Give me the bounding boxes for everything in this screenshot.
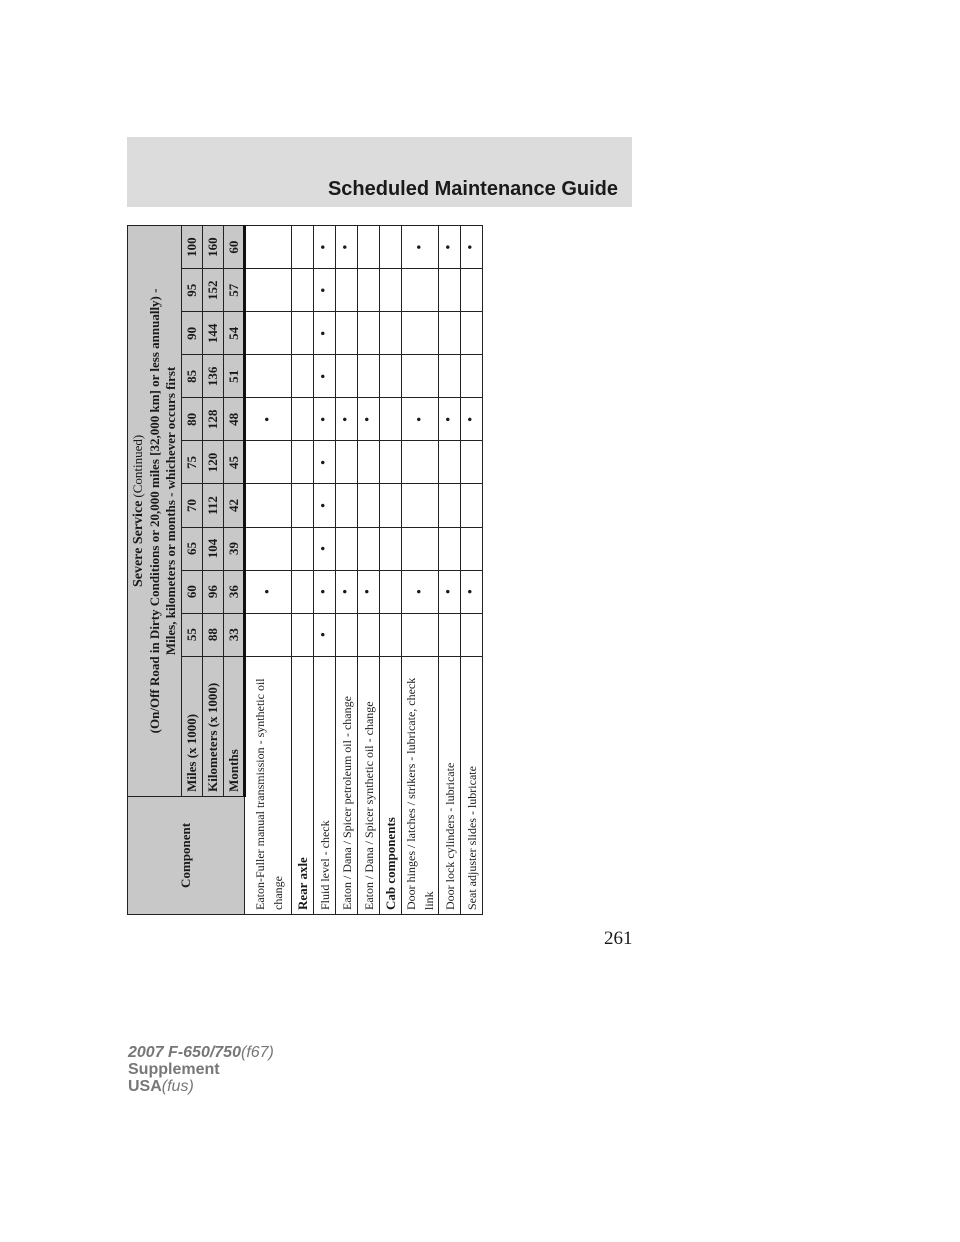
service-due-mark: • xyxy=(316,287,332,293)
interval-mark-cell xyxy=(245,355,292,398)
schedule-title-line1 xyxy=(130,230,147,792)
footer-market-code: (fus) xyxy=(161,1078,194,1095)
interval-mark-cell xyxy=(380,312,402,355)
service-due-mark: • xyxy=(316,545,332,552)
kilometers-row-value: 88 xyxy=(203,613,224,656)
interval-mark-cell xyxy=(461,527,483,570)
months-row-value: 60 xyxy=(224,226,245,269)
interval-mark-cell xyxy=(314,269,336,312)
interval-mark-cell xyxy=(402,570,439,613)
interval-mark-cell xyxy=(336,269,358,312)
interval-mark-cell xyxy=(314,484,336,527)
header-band xyxy=(127,137,632,207)
interval-mark-cell xyxy=(336,355,358,398)
miles-row-value: 70 xyxy=(182,484,203,527)
schedule-conditions: (On/Off Road in Dirty Conditions or 20,000 miles [32,000 km] or less annually) - xyxy=(147,288,162,734)
interval-mark-cell xyxy=(245,312,292,355)
interval-mark-cell xyxy=(358,613,380,656)
severe-service-title: Severe Service xyxy=(131,500,146,588)
document-footer xyxy=(128,1044,274,1095)
interval-mark-cell xyxy=(380,527,402,570)
kilometers-row-value: 96 xyxy=(203,570,224,613)
service-due-mark: • xyxy=(411,588,428,595)
interval-mark-cell xyxy=(380,398,402,441)
interval-mark-cell xyxy=(402,398,439,441)
service-due-mark: • xyxy=(411,244,428,250)
schedule-interval-note: Miles, kilometers or months - whichever occurs first xyxy=(163,366,178,656)
section-title: Scheduled Maintenance Guide xyxy=(327,178,618,200)
interval-mark-cell xyxy=(292,527,314,570)
miles-row-value: 100 xyxy=(182,226,203,269)
interval-mark-cell xyxy=(314,312,336,355)
months-row-label: Months xyxy=(224,656,245,796)
service-due-mark: • xyxy=(463,244,479,250)
interval-mark-cell xyxy=(380,226,402,269)
service-due-mark: • xyxy=(316,416,332,423)
interval-mark-cell xyxy=(336,570,358,613)
kilometers-row-value: 128 xyxy=(203,398,224,441)
section-row xyxy=(380,226,402,915)
table-row xyxy=(461,226,483,915)
interval-mark-cell xyxy=(245,570,292,613)
interval-mark-cell xyxy=(439,570,461,613)
interval-mark-cell xyxy=(461,570,483,613)
component-label: Eaton-Fuller manual transmission - synthetic oil change xyxy=(245,656,292,914)
interval-mark-cell xyxy=(245,441,292,484)
interval-mark-cell xyxy=(402,355,439,398)
service-due-mark: • xyxy=(316,588,332,595)
footer-model-code: (f67) xyxy=(240,1044,274,1061)
interval-mark-cell xyxy=(292,355,314,398)
months-row-value: 45 xyxy=(224,441,245,484)
interval-mark-cell xyxy=(461,613,483,656)
component-label: Eaton / Dana / Spicer synthetic oil - change xyxy=(358,656,380,914)
section-row xyxy=(292,226,314,915)
interval-mark-cell xyxy=(292,441,314,484)
table-row xyxy=(336,226,358,915)
service-due-mark: • xyxy=(316,502,332,509)
service-due-mark: • xyxy=(463,588,479,595)
interval-mark-cell xyxy=(380,484,402,527)
interval-mark-cell xyxy=(314,527,336,570)
interval-mark-cell xyxy=(461,269,483,312)
schedule-title-cell xyxy=(128,226,182,797)
service-due-mark: • xyxy=(441,244,457,250)
service-due-mark: • xyxy=(411,416,428,423)
miles-row-value: 90 xyxy=(182,312,203,355)
interval-mark-cell xyxy=(439,484,461,527)
months-row-value: 39 xyxy=(224,527,245,570)
interval-mark-cell xyxy=(380,570,402,613)
interval-mark-cell xyxy=(461,355,483,398)
interval-mark-cell xyxy=(336,441,358,484)
interval-mark-cell xyxy=(461,398,483,441)
interval-mark-cell xyxy=(336,527,358,570)
interval-mark-cell xyxy=(402,312,439,355)
service-due-mark: • xyxy=(316,459,332,466)
section-heading: Rear axle xyxy=(292,656,314,914)
footer-line-market xyxy=(128,1078,274,1095)
months-row-value: 57 xyxy=(224,269,245,312)
page-number: 261 xyxy=(604,928,633,949)
table-row xyxy=(358,226,380,915)
interval-mark-cell xyxy=(461,226,483,269)
interval-mark-cell xyxy=(461,312,483,355)
miles-row-value: 55 xyxy=(182,613,203,656)
service-due-mark: • xyxy=(360,416,376,423)
interval-mark-cell xyxy=(245,613,292,656)
interval-mark-cell xyxy=(292,226,314,269)
maintenance-table-wrapper xyxy=(127,225,479,915)
service-due-mark: • xyxy=(260,416,276,423)
interval-mark-cell xyxy=(314,613,336,656)
interval-mark-cell xyxy=(439,398,461,441)
months-row-value: 54 xyxy=(224,312,245,355)
interval-mark-cell xyxy=(402,441,439,484)
service-due-mark: • xyxy=(260,588,276,595)
service-due-mark: • xyxy=(338,416,354,423)
continued-label: (Continued) xyxy=(130,434,145,498)
months-row-value: 51 xyxy=(224,355,245,398)
component-label: Seat adjuster slides - lubricate xyxy=(461,656,483,914)
component-label: Door hinges / latches / strikers - lubricate, check link xyxy=(402,656,439,914)
interval-mark-cell xyxy=(245,226,292,269)
interval-mark-cell xyxy=(439,312,461,355)
interval-mark-cell xyxy=(439,355,461,398)
interval-mark-cell xyxy=(402,269,439,312)
table-row xyxy=(402,226,439,915)
table-row xyxy=(314,226,336,915)
kilometers-row-value: 152 xyxy=(203,269,224,312)
interval-mark-cell xyxy=(292,269,314,312)
interval-mark-cell xyxy=(358,355,380,398)
interval-mark-cell xyxy=(380,269,402,312)
service-due-mark: • xyxy=(441,416,457,423)
table-title-row xyxy=(128,226,182,915)
interval-mark-cell xyxy=(358,527,380,570)
interval-mark-cell xyxy=(439,441,461,484)
interval-mark-cell xyxy=(439,613,461,656)
interval-mark-cell xyxy=(380,441,402,484)
service-due-mark: • xyxy=(316,244,332,250)
interval-mark-cell xyxy=(402,226,439,269)
kilometers-row-value: 104 xyxy=(203,527,224,570)
interval-mark-cell xyxy=(314,226,336,269)
table-row xyxy=(245,226,292,915)
interval-mark-cell xyxy=(358,441,380,484)
service-due-mark: • xyxy=(463,416,479,423)
component-label: Fluid level - check xyxy=(314,656,336,914)
kilometers-row-label: Kilometers (x 1000) xyxy=(203,656,224,796)
months-row-value: 33 xyxy=(224,613,245,656)
footer-supplement: Supplement xyxy=(128,1061,220,1078)
interval-mark-cell xyxy=(402,613,439,656)
service-due-mark: • xyxy=(316,330,332,336)
footer-model: 2007 F-650/750 xyxy=(128,1044,241,1061)
interval-mark-cell xyxy=(245,269,292,312)
footer-line-supplement xyxy=(128,1061,274,1078)
service-due-mark: • xyxy=(360,588,376,595)
interval-mark-cell xyxy=(292,570,314,613)
footer-line-model xyxy=(128,1044,274,1061)
miles-row-value: 75 xyxy=(182,441,203,484)
months-row-value: 36 xyxy=(224,570,245,613)
interval-mark-cell xyxy=(439,226,461,269)
component-column-header: Component xyxy=(128,796,245,914)
interval-mark-cell xyxy=(336,312,358,355)
interval-mark-cell xyxy=(358,570,380,613)
kilometers-row-value: 144 xyxy=(203,312,224,355)
interval-mark-cell xyxy=(245,484,292,527)
interval-mark-cell xyxy=(245,527,292,570)
interval-mark-cell xyxy=(461,484,483,527)
months-row-value: 48 xyxy=(224,398,245,441)
section-heading: Cab components xyxy=(380,656,402,914)
interval-mark-cell xyxy=(358,269,380,312)
interval-mark-cell xyxy=(292,484,314,527)
miles-row-value: 60 xyxy=(182,570,203,613)
interval-mark-cell xyxy=(314,355,336,398)
miles-row-value: 65 xyxy=(182,527,203,570)
miles-row-value: 95 xyxy=(182,269,203,312)
interval-mark-cell xyxy=(402,484,439,527)
interval-mark-cell xyxy=(292,398,314,441)
interval-mark-cell xyxy=(336,613,358,656)
table-row xyxy=(439,226,461,915)
interval-mark-cell xyxy=(380,355,402,398)
service-due-mark: • xyxy=(441,588,457,595)
component-label: Door lock cylinders - lubricate xyxy=(439,656,461,914)
service-due-mark: • xyxy=(338,588,354,595)
kilometers-row-value: 120 xyxy=(203,441,224,484)
interval-mark-cell xyxy=(292,613,314,656)
service-due-mark: • xyxy=(316,632,332,638)
component-label: Eaton / Dana / Spicer petroleum oil - change xyxy=(336,656,358,914)
interval-mark-cell xyxy=(380,613,402,656)
months-row-value: 42 xyxy=(224,484,245,527)
interval-mark-cell xyxy=(336,226,358,269)
interval-mark-cell xyxy=(439,527,461,570)
interval-mark-cell xyxy=(292,312,314,355)
footer-market: USA xyxy=(128,1078,162,1095)
kilometers-row-value: 112 xyxy=(203,484,224,527)
service-due-mark: • xyxy=(338,244,354,250)
interval-mark-cell xyxy=(358,398,380,441)
miles-row-label: Miles (x 1000) xyxy=(182,656,203,796)
interval-mark-cell xyxy=(336,484,358,527)
interval-mark-cell xyxy=(314,441,336,484)
interval-mark-cell xyxy=(439,269,461,312)
miles-row-value: 80 xyxy=(182,398,203,441)
interval-mark-cell xyxy=(358,484,380,527)
interval-mark-cell xyxy=(314,398,336,441)
rotated-table-container xyxy=(127,225,479,915)
interval-mark-cell xyxy=(358,312,380,355)
interval-mark-cell xyxy=(402,527,439,570)
interval-mark-cell xyxy=(336,398,358,441)
interval-mark-cell xyxy=(314,570,336,613)
interval-mark-cell xyxy=(245,398,292,441)
kilometers-row-value: 136 xyxy=(203,355,224,398)
interval-mark-cell xyxy=(358,226,380,269)
interval-mark-cell xyxy=(461,441,483,484)
kilometers-row-value: 160 xyxy=(203,226,224,269)
maintenance-schedule-table xyxy=(127,225,483,915)
miles-row-value: 85 xyxy=(182,355,203,398)
service-due-mark: • xyxy=(316,373,332,379)
